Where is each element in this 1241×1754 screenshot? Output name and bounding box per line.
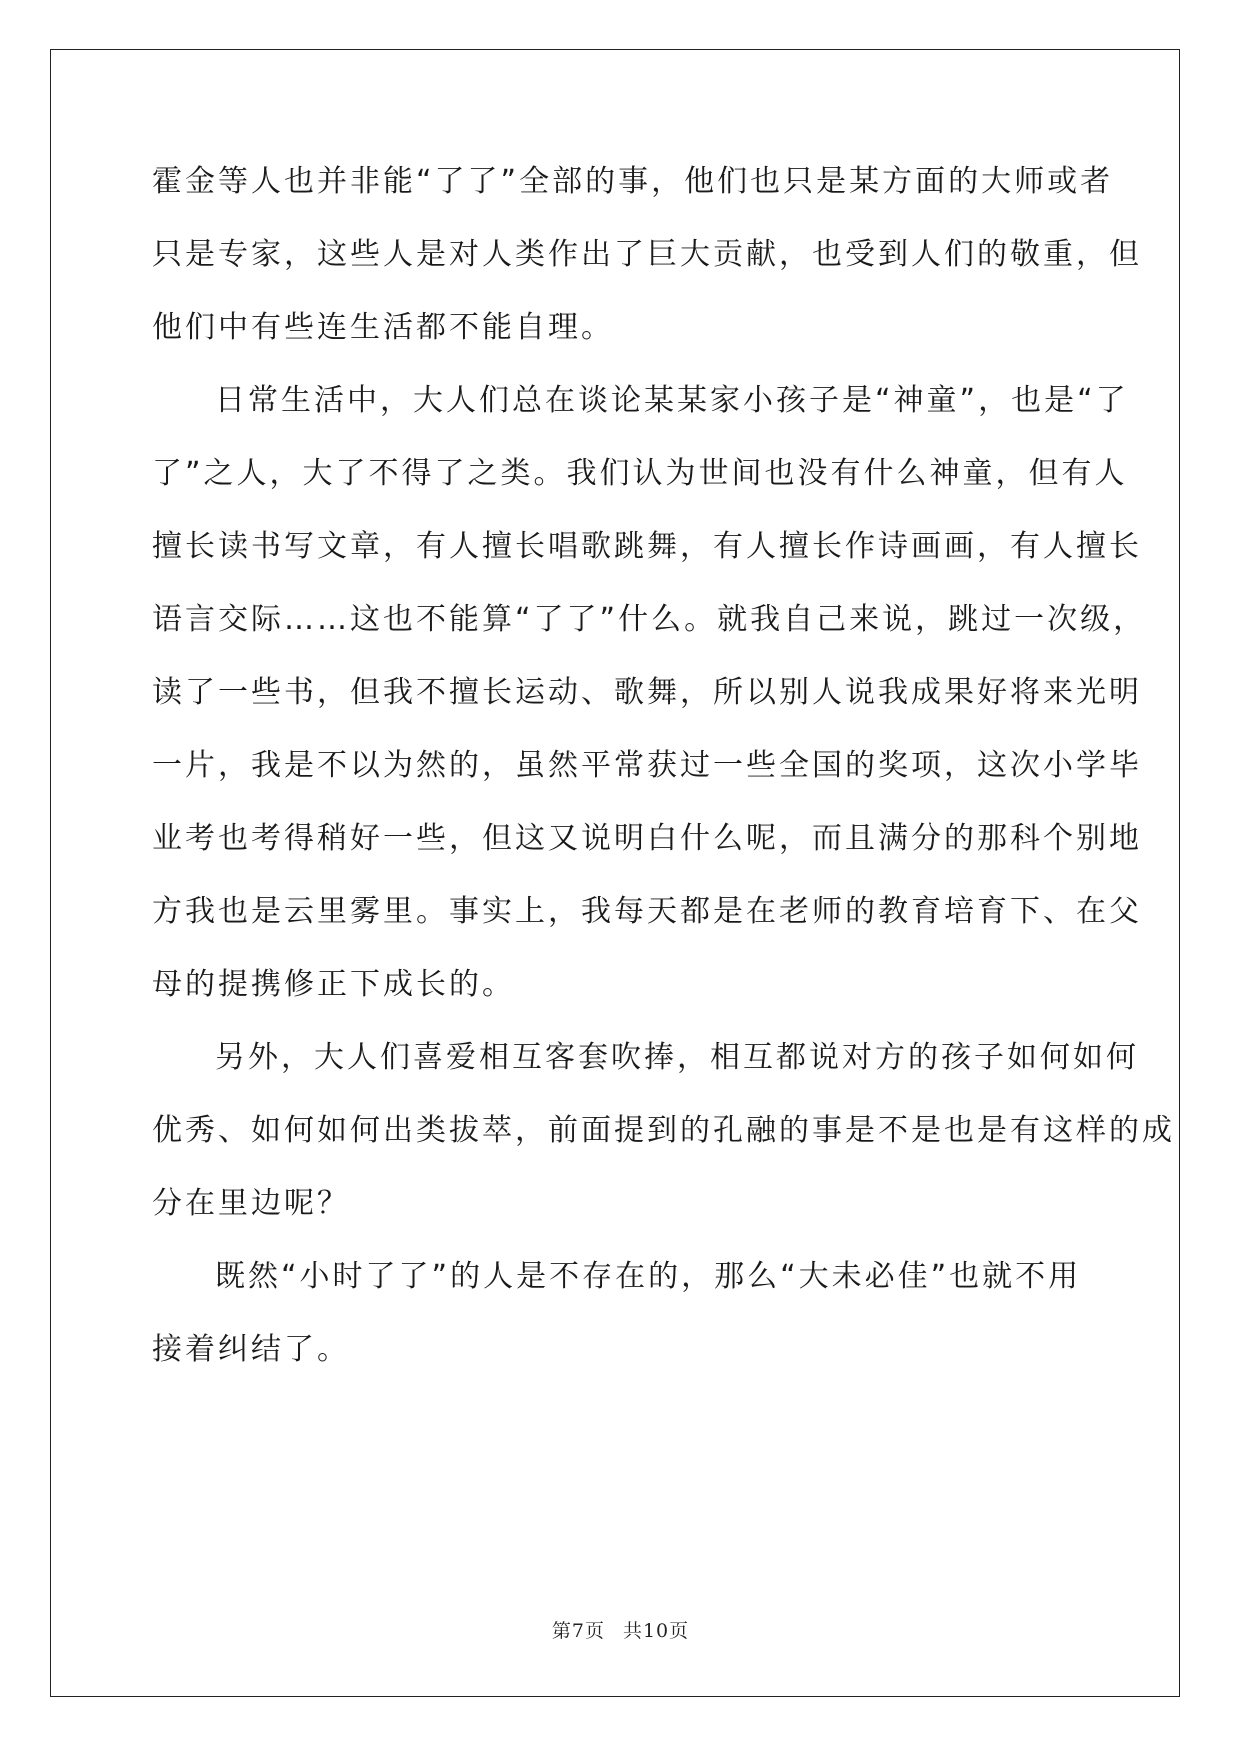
text-line: 一片，我是不以为然的，虽然平常获过一些全国的奖项，这次小学毕 — [152, 748, 1142, 783]
text-line: 霍金等人也并非能“了了”全部的事，他们也只是某方面的大师或者 — [152, 164, 1114, 199]
page-border — [50, 49, 1180, 1697]
text-line: 他们中有些连生活都不能自理。 — [152, 310, 614, 345]
page-number-footer — [0, 1616, 1241, 1643]
text-line: 只是专家，这些人是对人类作出了巨大贡献，也受到人们的敬重，但 — [152, 237, 1142, 272]
text-line: 业考也考得稍好一些，但这又说明白什么呢，而且满分的那科个别地 — [152, 821, 1142, 856]
paragraph-first-line: 日常生活中，大人们总在谈论某某家小孩子是“神童”，也是“了 — [215, 383, 1129, 418]
text-line: 语言交际……这也不能算“了了”什么。就我自己来说，跳过一次级， — [152, 602, 1147, 637]
current-page-label: 第7页 — [551, 1620, 605, 1642]
text-line: 接着纠结了。 — [152, 1332, 350, 1367]
text-line: 母的提携修正下成长的。 — [152, 967, 515, 1002]
text-line: 优秀、如何如何出类拔萃，前面提到的孔融的事是不是也是有这样的成 — [152, 1113, 1175, 1148]
text-line: 了”之人，大了不得了之类。我们认为世间也没有什么神童，但有人 — [152, 456, 1128, 491]
text-line: 方我也是云里雾里。事实上，我每天都是在老师的教育培育下、在父 — [152, 894, 1142, 929]
total-pages-label: 共10页 — [622, 1620, 690, 1642]
paragraph-first-line: 另外，大人们喜爱相互客套吹捧，相互都说对方的孩子如何如何 — [215, 1040, 1139, 1075]
paragraph-first-line: 既然“小时了了”的人是不存在的，那么“大未必佳”也就不用 — [215, 1259, 1082, 1294]
text-line: 读了一些书，但我不擅长运动、歌舞，所以别人说我成果好将来光明 — [152, 675, 1142, 710]
text-line: 擅长读书写文章，有人擅长唱歌跳舞，有人擅长作诗画画，有人擅长 — [152, 529, 1142, 564]
text-line: 分在里边呢？ — [152, 1186, 350, 1221]
